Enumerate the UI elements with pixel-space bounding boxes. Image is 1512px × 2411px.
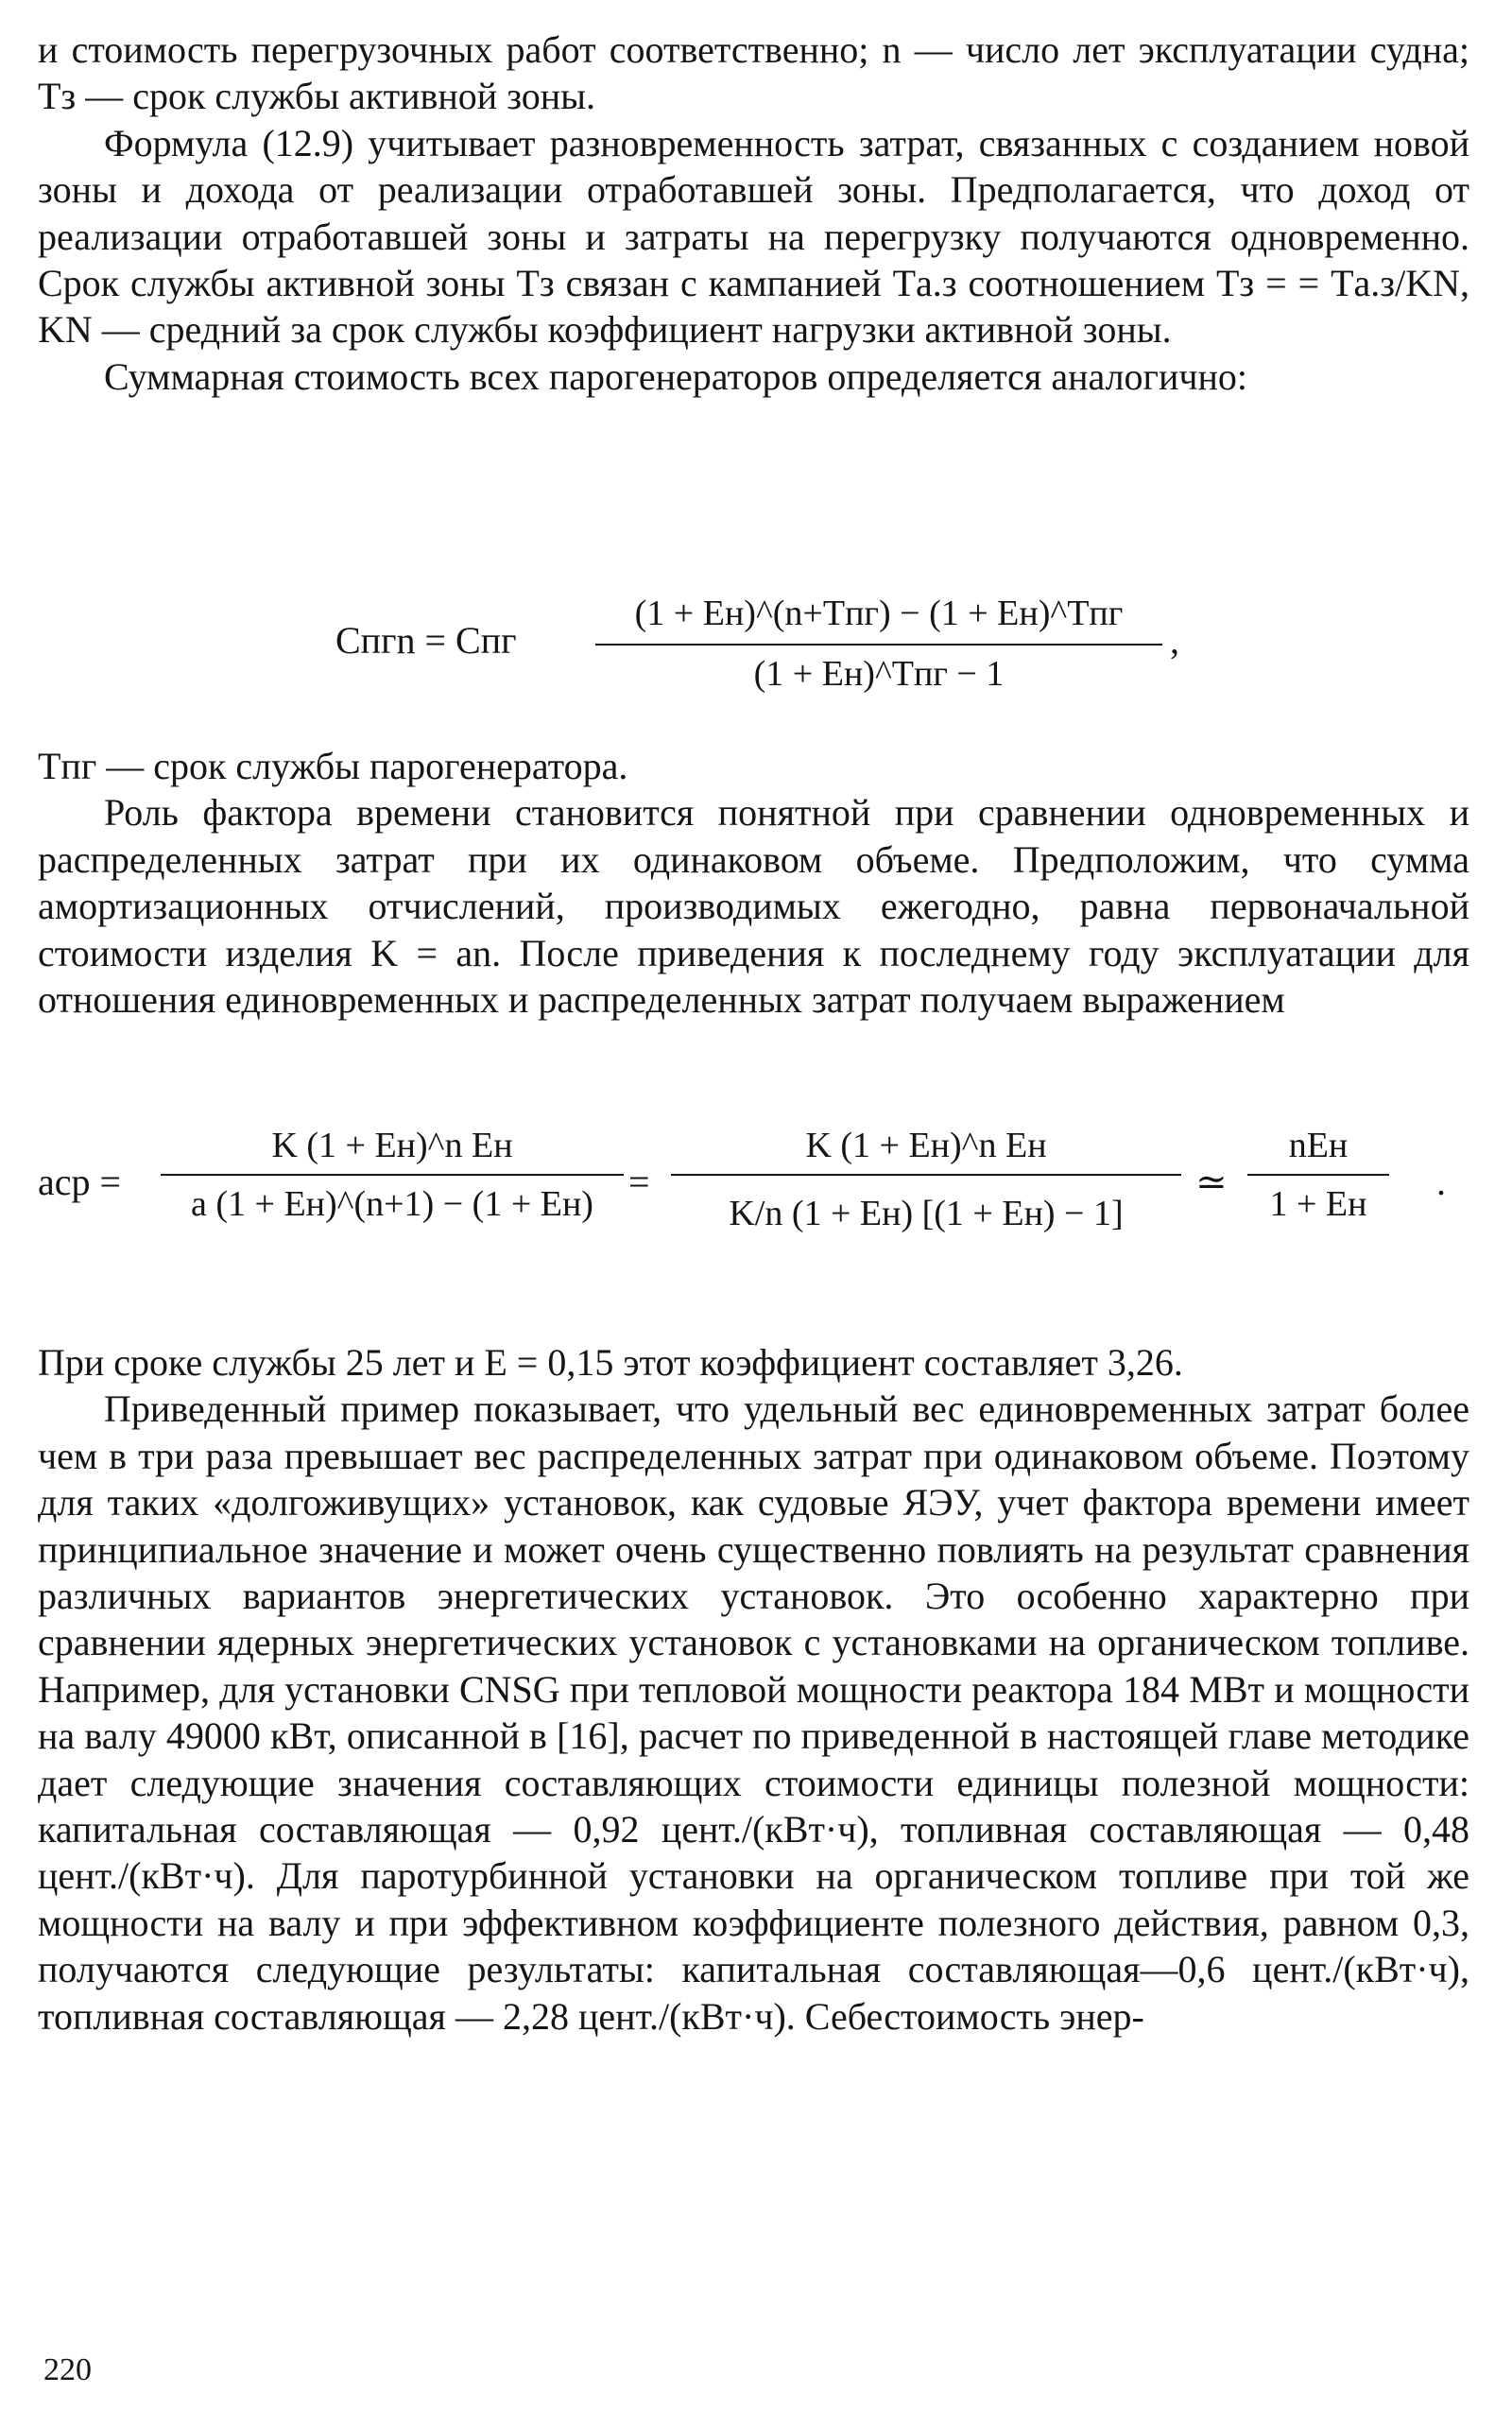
- text-block-top: [38, 26, 1469, 400]
- text-block-middle: [38, 743, 1469, 1023]
- formula2-trail: .: [1436, 1161, 1446, 1203]
- formula2-fraction1-denominator: a (1 + Eн)^(n+1) − (1 + Eн): [191, 1184, 593, 1224]
- paragraph-6: При сроке службы 25 лет и E = 0,15 этот коэффициент составляет 3,26.: [38, 1341, 1183, 1384]
- formula2-fraction1-bar: [161, 1174, 624, 1176]
- page-number: 220: [43, 2352, 92, 2387]
- formula2-approx: ≃: [1195, 1161, 1228, 1203]
- formula2-fraction3-denominator: 1 + Eн: [1269, 1184, 1367, 1224]
- formula2-fraction2-numerator: K (1 + Eн)^n Eн: [805, 1126, 1047, 1165]
- formula2-fraction2-denominator: K/n (1 + Eн) [(1 + Eн) − 1]: [729, 1194, 1124, 1233]
- formula2-fraction3-numerator: nEн: [1288, 1126, 1349, 1165]
- formula2-fraction3-bar: [1247, 1174, 1389, 1176]
- text-block-bottom: [38, 1339, 1469, 2040]
- formula1-lhs: Cпгn = Cпг: [335, 619, 517, 662]
- formula2-equals: =: [628, 1161, 650, 1203]
- formula1-numerator: (1 + Eн)^(n+Tпг) − (1 + Eн)^Tпг: [634, 594, 1124, 633]
- paragraph-2: Формула (12.9) учитывает разновременность затрат, связанных с созданием новой зоны и дохода от реализации отработавшей зоны. Предполагается, что доход от реализации отработавшей зоны и затраты на перегрузку получаются одновременно. Срок службы активной зоны Tз связан с кампанией Tа.з соотношением Tз = = Tа.з/KN, KN — средний за срок службы коэффициент нагрузки активной зоны.: [38, 121, 1469, 352]
- paragraph-3: Суммарная стоимость всех парогенераторов определяется аналогично:: [104, 354, 1247, 398]
- formula1-denominator: (1 + Eн)^Tпг − 1: [753, 654, 1005, 694]
- formula2-lhs: aср =: [38, 1161, 122, 1203]
- paragraph-1: и стоимость перегрузочных работ соответственно; n — число лет эксплуатации судна; Tз — срок службы активной зоны.: [38, 28, 1469, 118]
- formula2-fraction2-bar: [671, 1174, 1181, 1176]
- formula2-fraction1-numerator: K (1 + Eн)^n Eн: [271, 1126, 513, 1165]
- formula1-trail: ,: [1170, 619, 1179, 662]
- paragraph-7: Приведенный пример показывает, что удельный вес единовременных затрат более чем в три раза превышает вес распределенных затрат при одинаковом объеме. Поэтому для таких «долгоживущих» установок, как судовые ЯЭУ, учет фактора времени имеет принципиальное значение и может очень существенно повлиять на результат сравнения различных вариантов энергетических установок. Это особенно характерно при сравнении ядерных энергетических установок с установками на органическом топливе. Например, для установки CNSG при тепловой мощности реактора 184 МВт и мощности на валу 49000 кВт, описанной в [16], расчет по приведенной в настоящей главе методике дает следующие значения составляющих стоимости единицы полезной мощности: капитальная составляющая — 0,92 цент./(кВт·ч), топливная составляющая — 0,48 цент./(кВт·ч). Для паротурбинной установки на органическом топливе при той же мощности на валу и при эффективном коэффициенте полезного действия, равном 0,3, получаются следующие результаты: капитальная составляющая—0,6 цент./(кВт·ч), топливная составляющая — 2,28 цент./(кВт·ч). Себестоимость энер-: [38, 1387, 1469, 2038]
- formula1-fraction-bar: [595, 644, 1162, 646]
- paragraph-4: Tпг — срок службы парогенератора.: [38, 745, 628, 787]
- formula-steam-generator-cost: [0, 581, 1512, 723]
- paragraph-5: Роль фактора времени становится понятной при сравнении одновременных и распределенных затрат при их одинаковом объеме. Предположим, что сумма амортизационных отчислений, производимых ежегодно, равна первоначальной стоимости изделия K = an. После приведения к последнему году эксплуатации для отношения единовременных и распределенных затрат получаем выражением: [38, 791, 1469, 1022]
- formula-cost-ratio: [0, 1125, 1512, 1314]
